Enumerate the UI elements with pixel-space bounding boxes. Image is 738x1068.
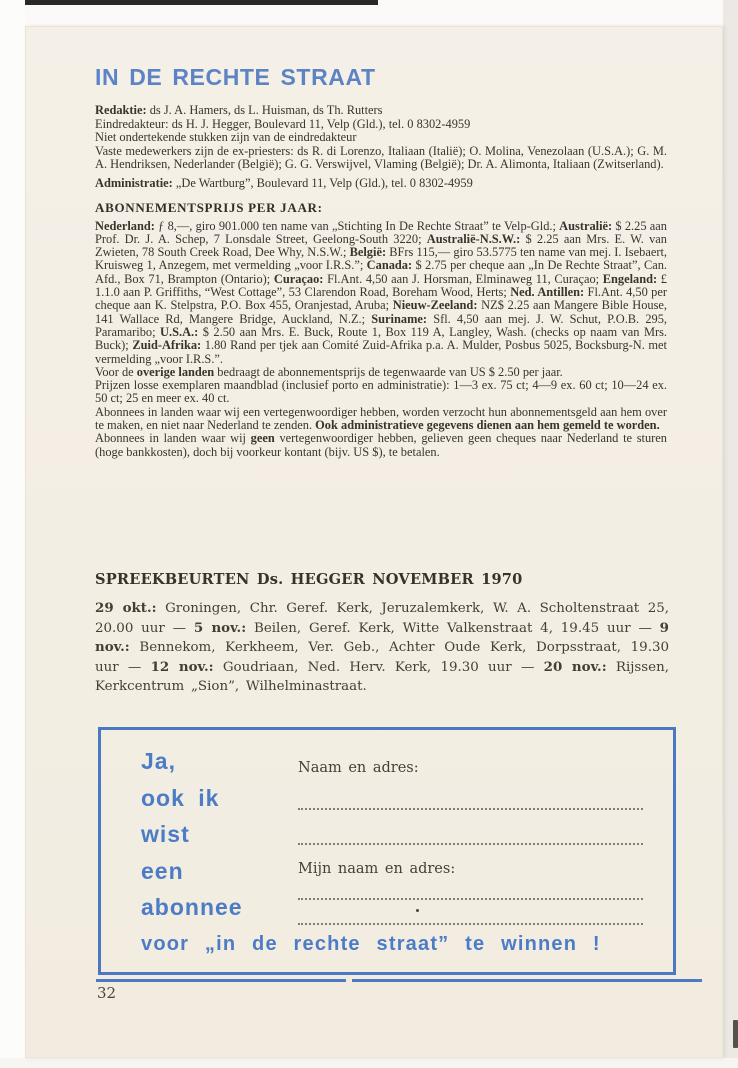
coupon-word: ook ik [141, 784, 220, 811]
scan-bottom-edge [0, 1058, 738, 1068]
page-title: IN DE RECHTE STRAAT [95, 64, 376, 90]
masthead-redaktie-line: Redaktie: ds J. A. Hamers, ds L. Huisman, ds Th. Rutters [95, 103, 383, 117]
lectures-schedule-paragraph: 29 okt.: Groningen, Chr. Geref. Kerk, Jeruzalemkerk, W. A. Scholtenstraat 25, 20.00 uur — 5 nov.: Beilen, Geref. Kerk, Witte Valkenstraat 4, 19.45 uur — 9 nov.: Bennekom, Kerkheem, Ver. Geb., Achter Oude Kerk, Dorpsstraat, 19.30 uur — 12 nov.: Goudriaan, Ned. Herv. Kerk, 19.30 uur — 20 nov.: Rijssen, Kerkcentrum „Sion”, Wilhelminastraat. [95, 600, 670, 694]
name-address-write-line [298, 808, 643, 810]
scan-dark-edge [0, 0, 378, 5]
subscription-coupon [98, 727, 676, 975]
subscription-single-copy-prices-paragraph: Prijzen losse exemplaren maandblad (inclusief porto en administratie): 1—3 ex. 75 ct; 4—9 ex. 60 ct; 10—24 ex. 50 ct; 25 en meer ex. 40 ct. [95, 378, 667, 406]
colophon-section [95, 64, 667, 459]
subscription-no-representative-paragraph: Abonnees in landen waar wij geen vertegenwoordiger hebben, gelieven geen cheques naar Nederland te sturen (hoge bankkosten), doch bij voorkeur kontant (bijv. US $), te betalen. [95, 431, 667, 459]
coupon-word: abonnee [141, 894, 243, 920]
scan-right-edge [723, 0, 738, 1068]
coupon-word: een [141, 857, 184, 884]
ink-speck [416, 909, 419, 912]
coupon-closing-slogan: voor „in de rechte straat” te winnen ! [141, 933, 601, 955]
my-name-address-label: Mijn naam en adres: [298, 861, 456, 877]
coupon-word: wist [141, 821, 190, 847]
subscription-representative-paragraph: Abonnees in landen waar wij een vertegenwoordiger hebben, worden verzocht hun abonnementsgeld aan hem over te maken, en niet naar Nederland te zenden. Ook administratieve gegevens dienen aan hem gemeld te worden. [95, 404, 667, 433]
page-number: 32 [97, 984, 117, 1002]
scan-ink-mark [733, 1020, 738, 1048]
subscription-prices [95, 220, 667, 459]
my-name-address-write-line [298, 923, 643, 925]
masthead-eindredakteur-line: Eindredakteur: ds H. J. Hegger, Boulevard 11, Velp (Gld.), tel. 0 8302-4959 [95, 116, 471, 131]
my-name-address-write-line [298, 898, 643, 900]
subscription-other-countries-paragraph: Voor de overige landen bedraagt de abonnementsprijs de tegenwaarde van US $ 2.50 per jaar. [95, 364, 563, 379]
bottom-rule-right-segment [352, 979, 702, 982]
masthead-disclaimer-line: Niet ondertekende stukken zijn van de eindredakteur [95, 130, 357, 145]
name-address-label: Naam en adres: [298, 760, 419, 776]
subscription-countries-paragraph: Nederland: ƒ 8,—, giro 901.000 ten name van „Stichting In De Rechte Straat” te Velp-Gld.; Australië: $ 2.25 aan Prof. Dr. J. A. Schep, 7 Lonsdale Street, Geelong-South 3220; Australië-N.S.W.: $ 2.25 aan Mrs. E. W. van Zwieten, 78 South Creek Road, Dee Why, N.S.W.; België: BFrs 115,— giro 53.5775 ten name van mej. I. Isebaert, Kruisweg 1, Anzegem, met vermelding „voor I.R.S.”; Canada: $ 2.75 per cheque aan „In De Rechte Straat”, Can. Afd., Box 71, Brampton (Ontario); Curaçao: Fl.Ant. 4,50 aan J. Horsman, Elminaweg 11, Curaçao; Engeland: £ 1.1.0 aan P. Griffiths, “West Cottage”, 53 Clarendon Road, Boreham Wood, Herts; Ned. Antillen: Fl.Ant. 4,50 per cheque aan K. Stelpstra, P.O. Box 455, Oranjestad, Aruba; Nieuw-Zeeland: NZ$ 2.25 aan Mangere Bible House, 141 Wallace Rd, Mangere Bridge, Auckland, N.Z.; Suriname: Sfl. 4,50 aan mej. J. W. Schut, P.O.B. 295, Paramaribo; U.S.A.: $ 2.50 aan Mrs. E. Buck, Route 1, Box 119 A, Langley, Wash. (checks op naam van Mrs. Buck); Zuid-Afrika: 1.80 Rand per tjek aan Comité Zuid-Afrika p.a. A. Mulder, Posbus 5025, Bocksburg-N. met vermelding „voor I.R.S.”. [95, 218, 668, 366]
bottom-rule-left-segment [96, 979, 346, 982]
coupon-word: Ja, [141, 748, 176, 774]
lectures-heading: SPREEKBEURTEN Ds. HEGGER NOVEMBER 1970 [95, 571, 523, 588]
coupon-slogan-words [141, 743, 243, 926]
scan-left-edge [0, 0, 25, 1068]
masthead-medewerkers-line: Vaste medewerkers zijn de ex-priesters: ds R. di Lorenzo, Italiaan (Italië); O. Molina, Venezolaan (U.S.A.); G. M. A. Hendriksen, Nederlander (België); G. G. Verswijvel, Vlaming (België); Dr. A. Alimonta, Italiaan (Zwitserland). [95, 143, 667, 172]
masthead [95, 104, 667, 191]
magazine-page [25, 26, 723, 1058]
name-address-write-line [298, 843, 643, 845]
subscription-heading: ABONNEMENTSPRIJS PER JAAR: [95, 199, 323, 215]
masthead-administratie-line: Administratie: „De Wartburg”, Boulevard 11, Velp (Gld.), tel. 0 8302-4959 [95, 175, 473, 190]
lectures-section [95, 571, 669, 697]
